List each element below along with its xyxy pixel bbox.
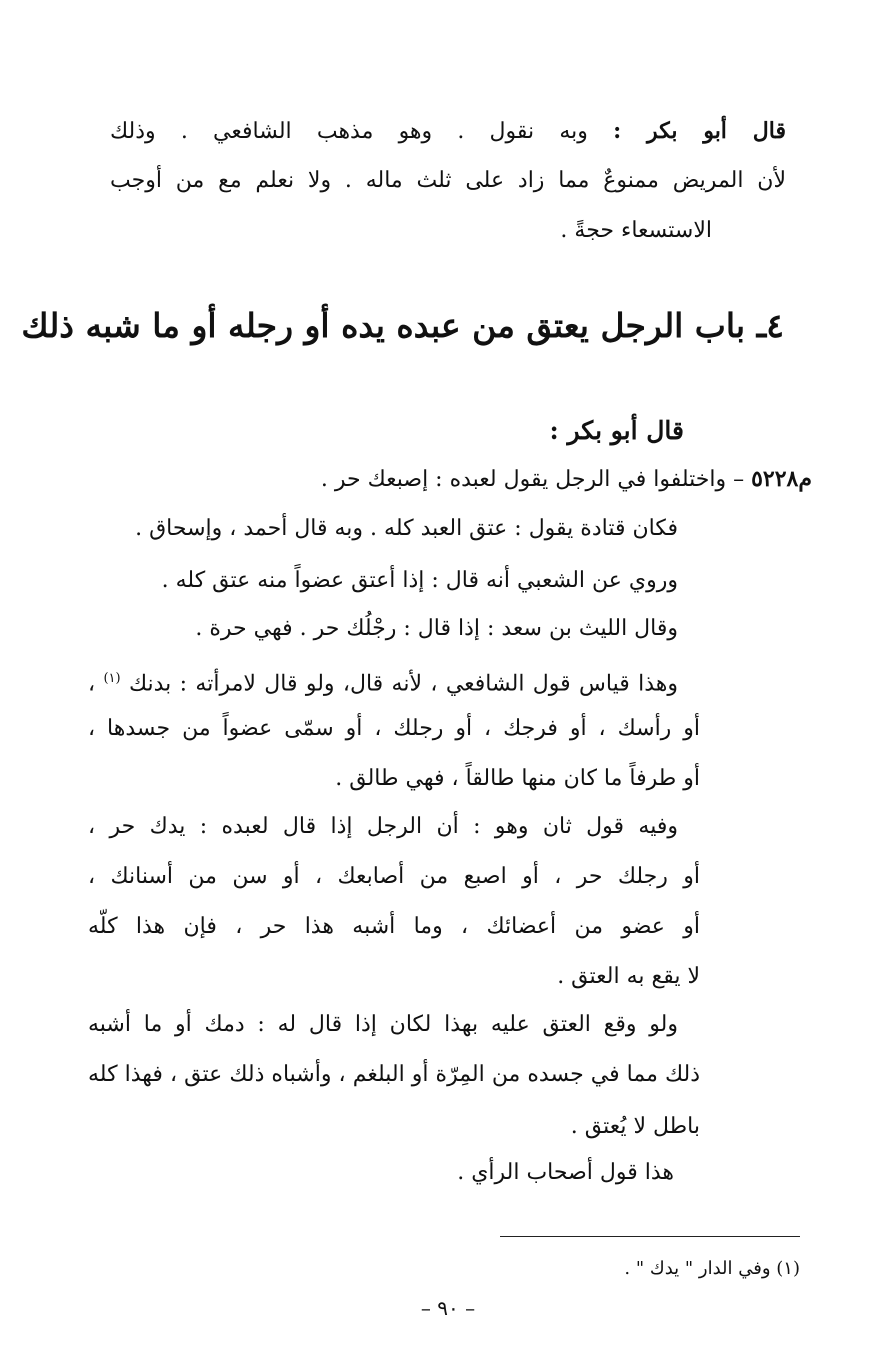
body-line-1: فكان قتادة يقول : عتق العبد كله . وبه قال أحمد ، وإسحاق .	[135, 516, 678, 541]
body-line-4-comma: ،	[88, 671, 96, 697]
body-line-6: أو طرفاً ما كان منها طالقاً ، فهي طالق .	[335, 766, 700, 791]
top-line-3: الاستسعاء حجةً .	[560, 218, 712, 243]
body-line-5: أو رأسك ، أو فرجك ، أو رجلك ، أو سمّى عضواً من جسدها ،	[88, 716, 700, 741]
body-line-8: أو رجلك حر ، أو اصبع من أصابعك ، أو سن من أسنانك ،	[88, 864, 700, 889]
body-line-14: هذا قول أصحاب الرأي .	[457, 1160, 674, 1185]
footnote	[624, 1258, 800, 1279]
issue-text: – واختلفوا في الرجل يقول لعبده : إصبعك حر .	[320, 467, 745, 492]
body-line-4	[88, 664, 678, 699]
body-line-13: باطل لا يُعتق .	[570, 1114, 700, 1139]
footnote-marker: (١)	[776, 1258, 800, 1279]
issue-number: م٥٢٢٨	[751, 466, 812, 492]
top-line-1-text: وبه نقول . وهو مذهب الشافعي . وذلك	[110, 119, 588, 144]
body-line-3: وقال الليث بن سعد : إذا قال : رجْلُك حر . فهي حرة .	[195, 616, 678, 641]
footnote-text: وفي الدار " يدك " .	[624, 1258, 771, 1279]
speaker-label: قال أبو بكر :	[613, 118, 786, 144]
chapter-heading: ٤ـ باب الرجل يعتق من عبده يده أو رجله أو ما شبه ذلك	[21, 306, 784, 345]
body-line-11: ولو وقع العتق عليه بهذا لكان إذا قال له : دمك أو ما أشبه	[88, 1012, 678, 1037]
page-number: – ٩٠ –	[420, 1296, 476, 1320]
body-speaker: قال أبو بكر :	[549, 416, 684, 445]
footnote-divider	[500, 1236, 800, 1237]
body-line-12: ذلك مما في جسده من المِرّة أو البلغم ، وأشباه ذلك عتق ، فهذا كله	[88, 1062, 700, 1087]
body-line-10: لا يقع به العتق .	[557, 964, 700, 989]
body-line-7: وفيه قول ثان وهو : أن الرجل إذا قال لعبده : يدك حر ،	[88, 814, 678, 839]
body-line-4-text: وهذا قياس قول الشافعي ، لأنه قال، ولو قال لامرأته : بدنك	[128, 671, 678, 697]
top-line-2: لأن المريض ممنوعٌ مما زاد على ثلث ماله . ولا نعلم مع من أوجب	[110, 168, 786, 193]
body-line-2: وروي عن الشعبي أنه قال : إذا أعتق عضواً منه عتق كله .	[161, 568, 678, 593]
top-line-1	[110, 116, 786, 147]
body-line-9: أو عضو من أعضائك ، وما أشبه هذا حر ، فإن هذا كلّه	[88, 914, 700, 939]
issue-line	[321, 464, 812, 495]
footnote-ref: (١)	[103, 671, 121, 686]
